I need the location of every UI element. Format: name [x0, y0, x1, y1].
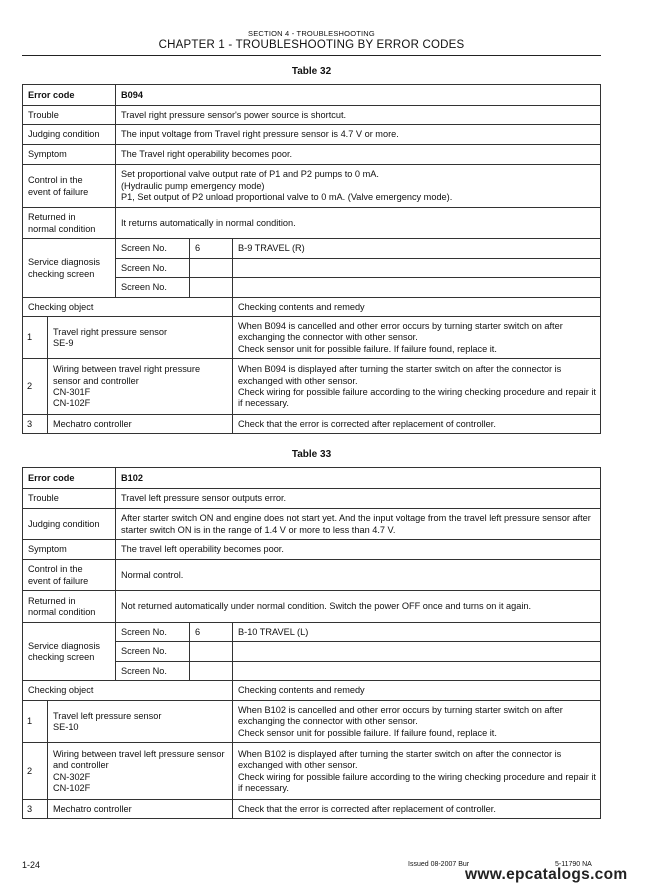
judging-value: After starter switch ON and engine does not start yet. And the input voltage from the travel left pressure sensor after starter switch ON is in the range of 1.4 V or more to less than 4.7 V. — [116, 509, 601, 540]
row-error-code — [23, 85, 601, 106]
row-returned — [23, 208, 601, 239]
row-trouble — [23, 489, 601, 509]
document-number: 5-11790 NA — [555, 861, 592, 868]
screen-name — [233, 278, 601, 298]
control-value: Set proportional valve output rate of P1 and P2 pumps to 0 mA. (Hydraulic pump emergency mode) P1, Set output of P2 unload proportional valve to 0 mA. (Valve emergency mode). — [116, 165, 601, 208]
control-label: Control in the event of failure — [23, 560, 116, 591]
check-remedy: When B102 is cancelled and other error occurs by turning starter switch on after exchanging the connector with other sensor. Check sensor unit for possible failure. If failure found, replace it. — [233, 701, 601, 743]
judging-label: Judging condition — [23, 509, 116, 540]
row-symptom — [23, 145, 601, 165]
screen-no-value: 6 — [190, 623, 233, 642]
returned-value: It returns automatically in normal condition. — [116, 208, 601, 239]
check-row — [23, 701, 601, 743]
screen-name — [233, 642, 601, 662]
error-code-label: Error code — [23, 468, 116, 489]
judging-label: Judging condition — [23, 125, 116, 145]
check-object: Wiring between travel right pressure sensor and controller CN-301F CN-102F — [48, 359, 233, 415]
row-judging — [23, 125, 601, 145]
check-number: 3 — [23, 800, 48, 819]
control-label: Control in the event of failure — [23, 165, 116, 208]
control-value: Normal control. — [116, 560, 601, 591]
service-diagnosis-label: Service diagnosis checking screen — [23, 239, 116, 298]
row-checking-header — [23, 298, 601, 317]
symptom-label: Symptom — [23, 540, 116, 560]
check-row — [23, 800, 601, 819]
issued-date: Issued 08-2007 Bur — [408, 861, 470, 868]
check-object: Wiring between travel left pressure sensor and controller CN-302F CN-102F — [48, 743, 233, 800]
screen-no-value — [190, 259, 233, 278]
error-code-value: B094 — [116, 85, 601, 106]
check-number: 2 — [23, 743, 48, 800]
check-object: Travel right pressure sensor SE-9 — [48, 317, 233, 359]
error-code-value: B102 — [116, 468, 601, 489]
table-32-caption: Table 32 — [291, 66, 332, 77]
screen-no-label: Screen No. — [116, 259, 190, 278]
symptom-label: Symptom — [23, 145, 116, 165]
check-row — [23, 359, 601, 415]
symptom-value: The Travel right operability becomes poor. — [116, 145, 601, 165]
screen-name: B-9 TRAVEL (R) — [233, 239, 601, 259]
row-control — [23, 560, 601, 591]
trouble-value: Travel left pressure sensor outputs error. — [116, 489, 601, 509]
row-judging — [23, 509, 601, 540]
check-remedy: Check that the error is corrected after replacement of controller. — [233, 800, 601, 819]
check-row — [23, 317, 601, 359]
check-number: 1 — [23, 701, 48, 743]
watermark: www.epcatalogs.com — [465, 866, 628, 883]
screen-no-value: 6 — [190, 239, 233, 259]
screen-name — [233, 259, 601, 278]
screen-no-label: Screen No. — [116, 623, 190, 642]
row-error-code — [23, 468, 601, 489]
returned-value: Not returned automatically under normal condition. Switch the power OFF once and turns on it again. — [116, 591, 601, 623]
check-remedy: When B094 is cancelled and other error occurs by turning starter switch on after exchanging the connector with other sensor. Check sensor unit for possible failure. If failure found, replace it. — [233, 317, 601, 359]
checking-contents-header: Checking contents and remedy — [233, 681, 601, 701]
row-checking-header — [23, 681, 601, 701]
header-divider — [22, 55, 601, 56]
judging-value: The input voltage from Travel right pressure sensor is 4.7 V or more. — [116, 125, 601, 145]
row-trouble — [23, 106, 601, 125]
screen-no-label: Screen No. — [116, 662, 190, 681]
error-table-b094 — [22, 84, 601, 434]
screen-name: B-10 TRAVEL (L) — [233, 623, 601, 642]
screen-name — [233, 662, 601, 681]
checking-contents-header: Checking contents and remedy — [233, 298, 601, 317]
section-title: SECTION 4 - TROUBLESHOOTING — [248, 29, 375, 38]
screen-no-value — [190, 278, 233, 298]
service-diagnosis-label: Service diagnosis checking screen — [23, 623, 116, 681]
check-number: 3 — [23, 415, 48, 434]
screen-no-label: Screen No. — [116, 278, 190, 298]
chapter-title: CHAPTER 1 - TROUBLESHOOTING BY ERROR CODES — [158, 39, 465, 51]
check-object: Mechatro controller — [48, 800, 233, 819]
error-code-label: Error code — [23, 85, 116, 106]
row-control — [23, 165, 601, 208]
check-remedy: When B102 is displayed after turning the starter switch on after the connector is exchanged with other sensor. Check wiring for possible failure according to the wiring checking procedure and repair it if necessary. — [233, 743, 601, 800]
check-row — [23, 415, 601, 434]
returned-label: Returned in normal condition — [23, 591, 116, 623]
row-screen — [23, 623, 601, 642]
row-screen — [23, 239, 601, 259]
check-number: 1 — [23, 317, 48, 359]
check-number: 2 — [23, 359, 48, 415]
row-returned — [23, 591, 601, 623]
check-object: Mechatro controller — [48, 415, 233, 434]
screen-no-label: Screen No. — [116, 239, 190, 259]
returned-label: Returned in normal condition — [23, 208, 116, 239]
screen-no-value — [190, 662, 233, 681]
page-number: 1-24 — [22, 860, 41, 870]
check-row — [23, 743, 601, 800]
symptom-value: The travel left operability becomes poor. — [116, 540, 601, 560]
trouble-label: Trouble — [23, 106, 116, 125]
check-object: Travel left pressure sensor SE-10 — [48, 701, 233, 743]
screen-no-label: Screen No. — [116, 642, 190, 662]
check-remedy: Check that the error is corrected after replacement of controller. — [233, 415, 601, 434]
table-33-caption: Table 33 — [291, 449, 332, 460]
error-table-b102 — [22, 467, 601, 819]
checking-object-header: Checking object — [23, 298, 233, 317]
row-symptom — [23, 540, 601, 560]
checking-object-header: Checking object — [23, 681, 233, 701]
check-remedy: When B094 is displayed after turning the starter switch on after the connector is exchanged with other sensor. Check wiring for possible failure according to the wiring checking procedure and repair it if necessary. — [233, 359, 601, 415]
trouble-value: Travel right pressure sensor's power source is shortcut. — [116, 106, 601, 125]
trouble-label: Trouble — [23, 489, 116, 509]
screen-no-value — [190, 642, 233, 662]
